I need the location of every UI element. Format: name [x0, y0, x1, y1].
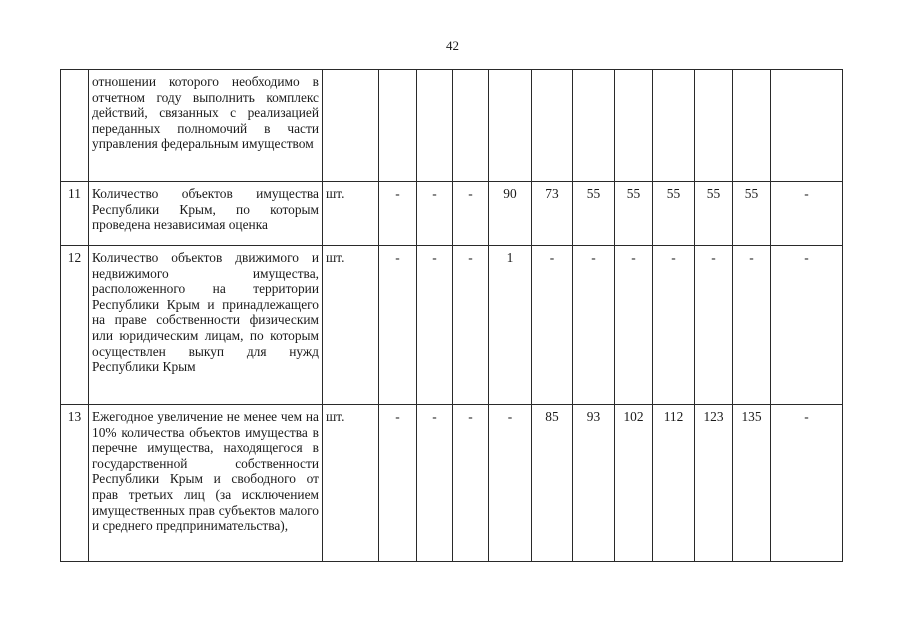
value-cell: 112	[653, 405, 695, 562]
value-cell: 55	[695, 182, 733, 246]
value-cell: -	[771, 405, 843, 562]
row-number: 12	[61, 246, 89, 405]
value-cell: 135	[733, 405, 771, 562]
table-row	[61, 182, 843, 246]
indicator-description: Количество объектов имущества Республики Крым, по которым проведена независимая оценка	[89, 182, 323, 246]
value-cell	[532, 70, 573, 182]
value-cell: -	[771, 182, 843, 246]
value-cell	[771, 70, 843, 182]
indicator-description: Количество объектов движимого и недвижимого имущества, расположенного на территории Республики Крым и принадлежащего на праве собственности физическим или юридическим лицам, по которым осуществлен выкуп для нужд Республики Крым	[89, 246, 323, 405]
value-cell: 73	[532, 182, 573, 246]
value-cell: -	[489, 405, 532, 562]
value-cell: -	[379, 182, 417, 246]
value-cell: 123	[695, 405, 733, 562]
value-cell: 1	[489, 246, 532, 405]
value-cell	[453, 70, 489, 182]
unit-cell	[323, 70, 379, 182]
row-number: 11	[61, 182, 89, 246]
value-cell: -	[379, 246, 417, 405]
value-cell	[379, 70, 417, 182]
unit-cell: шт.	[323, 405, 379, 562]
value-cell: 102	[615, 405, 653, 562]
value-cell	[417, 70, 453, 182]
value-cell	[653, 70, 695, 182]
indicators-table	[60, 69, 843, 562]
value-cell: -	[417, 405, 453, 562]
value-cell: -	[615, 246, 653, 405]
value-cell: -	[653, 246, 695, 405]
value-cell	[695, 70, 733, 182]
indicator-description: отношении которого необходимо в отчетном году выполнить комплекс действий, связанных с реализацией переданных полномочий в части управления федеральным имуществом	[89, 70, 323, 182]
table-row	[61, 405, 843, 562]
value-cell: -	[417, 182, 453, 246]
value-cell: 93	[573, 405, 615, 562]
row-number	[61, 70, 89, 182]
row-number: 13	[61, 405, 89, 562]
table-row	[61, 70, 843, 182]
value-cell	[733, 70, 771, 182]
value-cell	[573, 70, 615, 182]
value-cell: 55	[733, 182, 771, 246]
value-cell: -	[573, 246, 615, 405]
value-cell: -	[695, 246, 733, 405]
value-cell: -	[379, 405, 417, 562]
value-cell: 85	[532, 405, 573, 562]
page-number: 42	[446, 38, 459, 53]
value-cell: -	[733, 246, 771, 405]
indicator-description: Ежегодное увеличение не менее чем на 10% количества объектов имущества в перечне имущества, находящегося в государственной собственности Республики Крым и свободного от прав третьих лиц (за исключением имущественных прав субъектов малого и среднего предпринимательства),	[89, 405, 323, 562]
value-cell: -	[532, 246, 573, 405]
value-cell: -	[417, 246, 453, 405]
value-cell: 55	[573, 182, 615, 246]
value-cell: -	[453, 405, 489, 562]
value-cell: -	[771, 246, 843, 405]
value-cell: 55	[653, 182, 695, 246]
unit-cell: шт.	[323, 182, 379, 246]
value-cell: 55	[615, 182, 653, 246]
value-cell: 90	[489, 182, 532, 246]
unit-cell: шт.	[323, 246, 379, 405]
value-cell: -	[453, 246, 489, 405]
value-cell: -	[453, 182, 489, 246]
table-row	[61, 246, 843, 405]
value-cell	[615, 70, 653, 182]
value-cell	[489, 70, 532, 182]
